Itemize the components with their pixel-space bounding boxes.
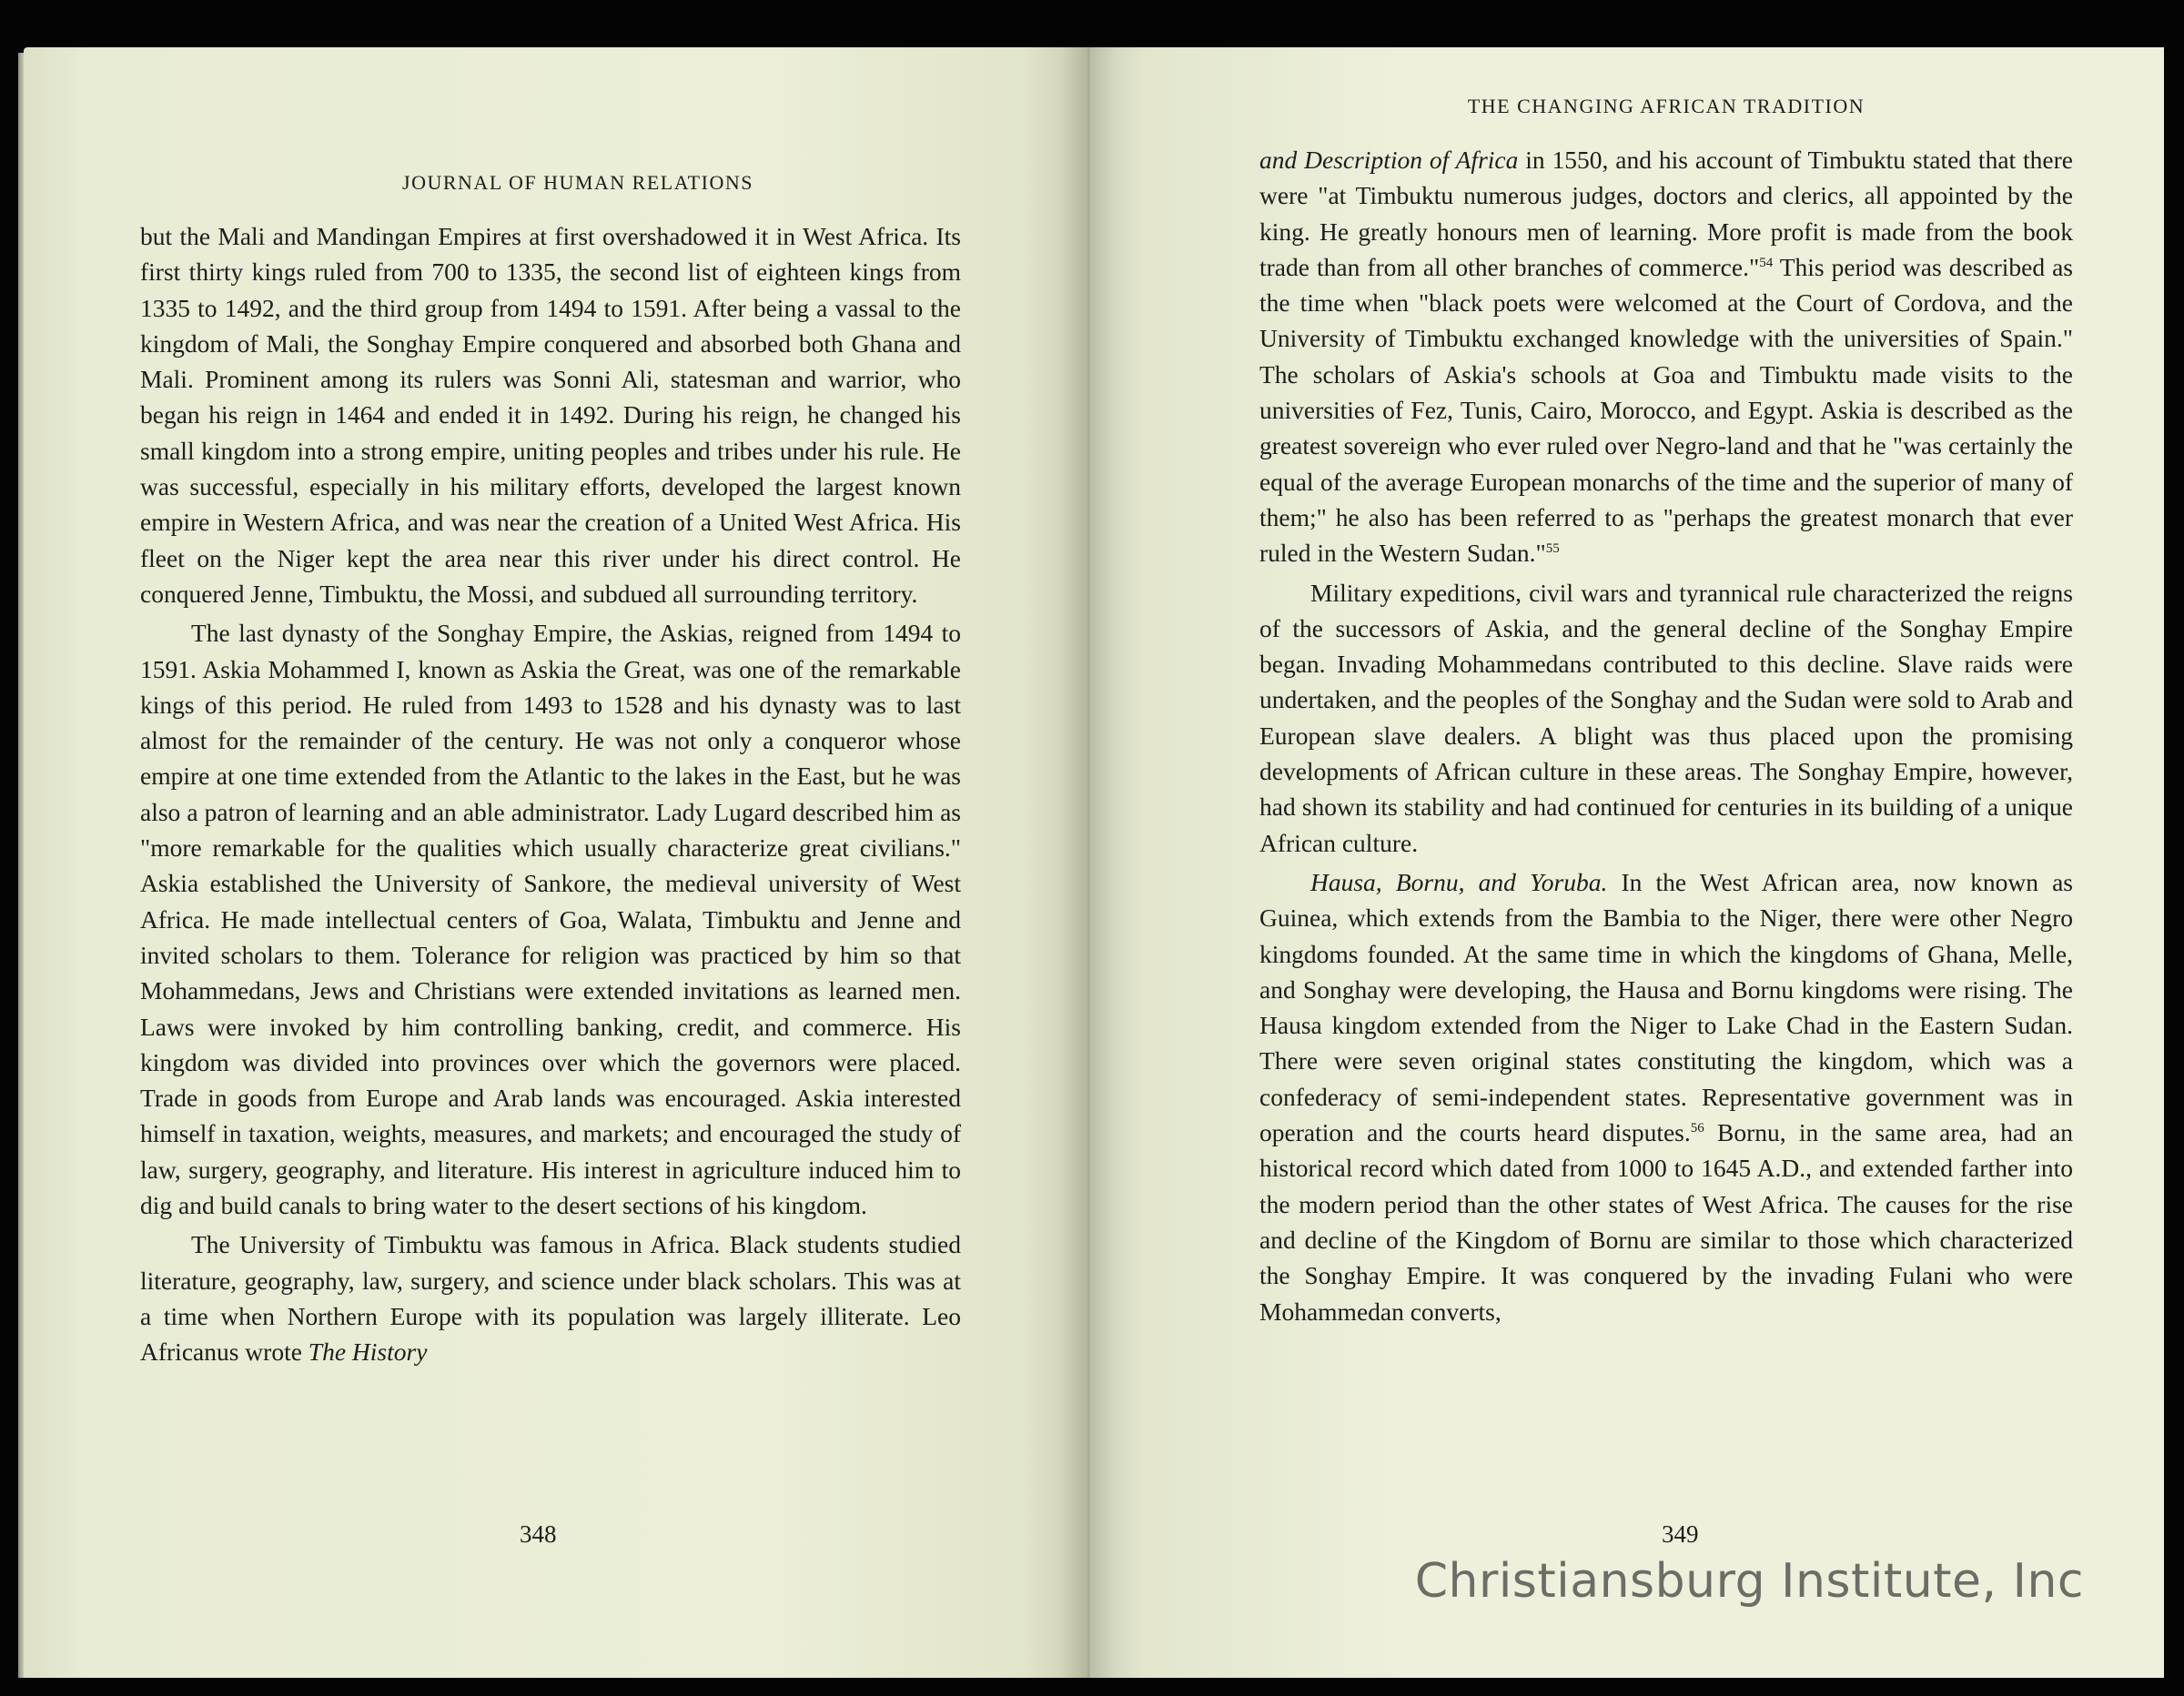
paragraph-text: In the West African area, now known as Guinea, which extends from the Bambia to the Niger, there were other Negro kingdoms founded. At the same time in which the kingdoms of Ghana, Melle, and Songhay were developing, the Hausa and Bornu kingdoms were rising. The Hausa kingdom extended from the Niger to Lake Chad in the Eastern Sudan. There were seven original states constituting the kingdom, which was a confederacy of semi-independent states. Representative government was in operation and the courts heard disputes.: [1259, 867, 2073, 1147]
left-page-body: [140, 218, 961, 1370]
watermark: Christiansburg Institute, Inc: [1414, 1554, 2084, 1609]
paragraph: The last dynasty of the Songhay Empire, the Askias, reigned from 1494 to 1591. Askia Mohammed I, known as Askia the Great, was one of the remarkable kings of this period. He ruled from 1493 to 1528 and his dynasty was to last almost for the remainder of the century. He was not only a conqueror whose empire at one time extended from the Atlantic to the lakes in the East, but he was also a patron of learning and an able administrator. Lady Lugard described him as "more remarkable for the qualities which usually characterize great civilians." Askia established the University of Sankore, the medieval university of West Africa. He made intellectual centers of Goa, Walata, Timbuktu and Jenne and invited scholars to them. Tolerance for religion was practiced by him so that Mohammedans, Jews and Christians were extended invitations as learned men. Laws were invoked by him controlling banking, credit, and commerce. His kingdom was divided into provinces over which the governors were placed. Trade in goods from Europe and Arab lands was encouraged. Askia interested himself in taxation, weights, measures, and markets; and encouraged the study of law, surgery, geography, and literature. His interest in agriculture induced him to dig and build canals to bring water to the desert sections of his kingdom.: [140, 619, 961, 1220]
paragraph: [1259, 142, 2073, 571]
paragraph: Military expeditions, civil wars and tyrannical rule characterized the reigns of the successors of Askia, and the general decline of the Songhay Empire began. Invading Mohammedans contributed to this decline. Slave raids were undertaken, and the peoples of the Songhay and the Sudan were sold to Arab and European slave dealers. A blight was thus placed upon the promising developments of African culture in these areas. The Songhay Empire, however, had shown its stability and had continued for centuries in its building of a unique African culture.: [1259, 578, 2073, 857]
paragraph: [140, 1227, 961, 1369]
left-page: [24, 47, 1088, 1678]
running-head-left: JOURNAL OF HUMAN RELATIONS: [402, 171, 753, 194]
book-title-italic: and Description of Africa: [1259, 146, 1519, 174]
paragraph: [1259, 864, 2073, 1329]
paragraph-text: This period was described as the time when "black poets were welcomed at the Court of Cordova, and the University of Timbuktu exchanged knowledge with the universities of Spain." The scholars of Askia's schools at Goa and Timbuktu made visits to the universities of Fez, Tunis, Cairo, Morocco, and Egypt. Askia is described as the greatest sovereign who ever ruled over Negro-land and that he "was certainly the equal of the average European monarchs of the time and the superior of many of them;" he also has been referred to as "perhaps the greatest monarch that ever ruled in the Western Sudan.": [1259, 252, 2074, 568]
paragraph-text: The University of Timbuktu was famous in Africa. Black students studied literature, geography, law, surgery, and science under black scholars. This was at a time when Northern Europe with its population was largely illiterate. Leo Africanus wrote: [140, 1230, 961, 1367]
section-heading-italic: Hausa, Bornu, and Yoruba.: [1310, 867, 1608, 896]
footnote-marker: 55: [1545, 541, 1560, 557]
right-page: [1088, 47, 2164, 1678]
book-title-italic: The History: [308, 1338, 428, 1367]
paragraph: but the Mali and Mandingan Empires at first overshadowed it in West Africa. Its first thirty kings ruled from 700 to 1335, the second list of eighteen kings from 1335 to 1492, and the third group from 1494 to 1591. After being a vassal to the kingdom of Mali, the Songhay Empire conquered and absorbed both Ghana and Mali. Prominent among its rulers was Sonni Ali, statesman and warrior, who began his reign in 1464 and ended it in 1492. During his reign, he changed his small kingdom into a strong empire, uniting peoples and tribes under his rule. He was successful, especially in his military efforts, developed the largest known empire in Western Africa, and was near the creation of a United West Africa. His fleet on the Niger kept the area near this river under his direct control. He conquered Jenne, Timbuktu, the Mossi, and subdued all surrounding territory.: [140, 222, 961, 608]
open-book: [24, 47, 2164, 1678]
page-number-left: 348: [520, 1520, 557, 1548]
right-page-body: [1259, 142, 2073, 1329]
page-number-right: 349: [1662, 1520, 1699, 1548]
paragraph-text: Bornu, in the same area, had an historical record which dated from 1000 to 1645 A.D., and extended farther into the modern period than the other states of West Africa. The causes for the rise and decline of the Kingdom of Bornu are similar to those which characterized the Songhay Empire. It was conquered by the invading Fulani who were Mohammedan converts,: [1259, 1118, 2073, 1326]
running-head-right: THE CHANGING AFRICAN TRADITION: [1467, 95, 1866, 117]
footnote-marker: 54: [1759, 255, 1774, 270]
footnote-marker: 56: [1690, 1120, 1704, 1136]
paragraph-text: in 1550, and his account of Timbuktu stated that there were "at Timbuktu numerous judges, doctors and clerics, all appointed by the king. He greatly honours men of learning. More profit is made from the book trade than from all other branches of commerce.": [1259, 146, 2073, 281]
